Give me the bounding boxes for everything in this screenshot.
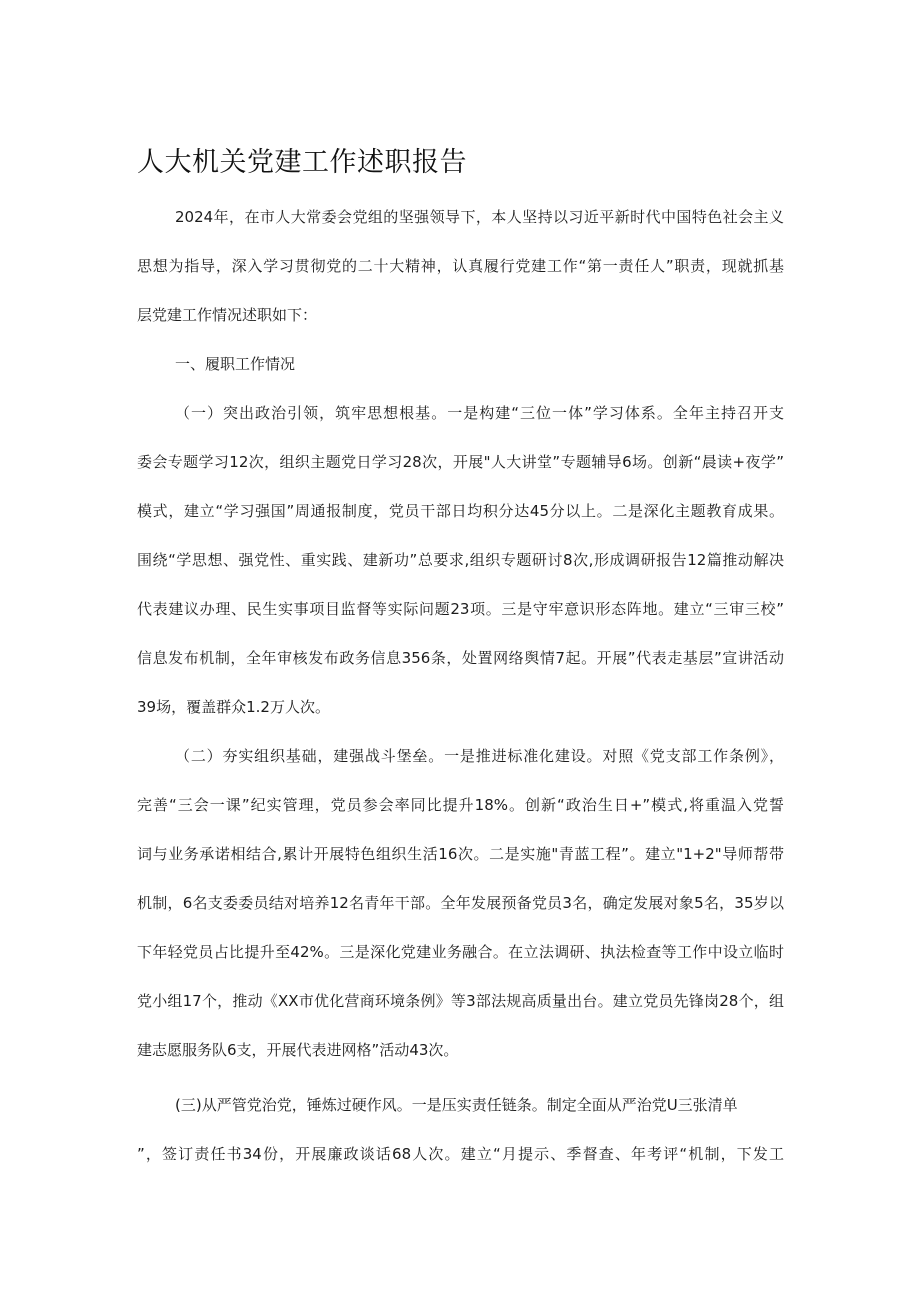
paragraph-line: 词与业务承诺相结合,累计开展特色组织生活16次。二是实施"青蓝工程”。建立"1+2"导师帮带 [137, 845, 784, 863]
paragraph-line: (三)从严管党治党，锤炼过硬作风。一是压实责任链条。制定全面从严治党U三张清单 [175, 1096, 738, 1114]
paragraph-line: 围绕“学思想、强党性、重实践、建新功”总要求,组织专题研讨8次,形成调研报告12篇推动解决 [137, 551, 784, 569]
paragraph-line: 委会专题学习12次，组织主题党日学习28次，开展"人大讲堂”专题辅导6场。创新“晨读+夜学” [137, 453, 784, 471]
paragraph-line: 机制，6名支委委员结对培养12名青年干部。全年发展预备党员3名，确定发展对象5名，35岁以 [137, 894, 784, 912]
document-body [137, 143, 784, 1179]
paragraph-line: ”，签订责任书34份，开展廉政谈话68人次。建立“月提示、季督查、年考评“机制，下发工 [137, 1145, 784, 1163]
section-heading-block [137, 340, 784, 389]
paragraph-part-3 [137, 1081, 784, 1179]
paragraph-line: 下年轻党员占比提升至42%。三是深化党建业务融合。在立法调研、执法检查等工作中设立临时 [137, 943, 784, 961]
paragraph-line: 模式，建立“学习强国”周通报制度，党员干部日均积分达45分以上。二是深化主题教育成果。 [137, 502, 784, 520]
paragraph-line: 层党建工作情况述职如下： [137, 306, 318, 324]
paragraph-line: 思想为指导，深入学习贯彻党的二十大精神，认真履行党建工作“第一责任人”职责，现就抓基 [137, 257, 784, 275]
paragraph-line: 信息发布机制，全年审核发布政务信息356条，处置网络舆情7起。开展”代表走基层”宣讲活动 [137, 649, 784, 667]
section-heading: 一、履职工作情况 [175, 355, 296, 373]
paragraph-part-1 [137, 389, 784, 732]
paragraph-line: 39场，覆盖群众1.2万人次。 [137, 698, 330, 716]
paragraph-line: 完善“三会一课”纪实管理，党员参会率同比提升18%。创新“政治生日+”模式,将重温入党誓 [137, 796, 784, 814]
paragraph-line: （二）夯实组织基础，建强战斗堡垒。一是推进标准化建设。对照《党支部工作条例》， [175, 747, 784, 765]
paragraph-line: 代表建议办理、民生实事项目监督等实际问题23项。三是守牢意识形态阵地。建立“三审三校” [137, 600, 784, 618]
paragraph-line: 2024年，在市人大常委会党组的坚强领导下，本人坚持以习近平新时代中国特色社会主义 [175, 208, 784, 226]
paragraph-line: 建志愿服务队6支，开展代表进网格”活动43次。 [137, 1041, 459, 1059]
paragraph-line: （一）突出政治引领，筑牢思想根基。一是构建“三位一体”学习体系。全年主持召开支 [175, 404, 784, 422]
paragraph-line: 党小组17个，推动《XX市优化营商环境条例》等3部法规高质量出台。建立党员先锋岗28个，组 [137, 992, 784, 1010]
paragraph-intro [137, 193, 784, 340]
document-title: 人大机关党建工作述职报告 [137, 147, 467, 178]
paragraph-part-2 [137, 732, 784, 1075]
